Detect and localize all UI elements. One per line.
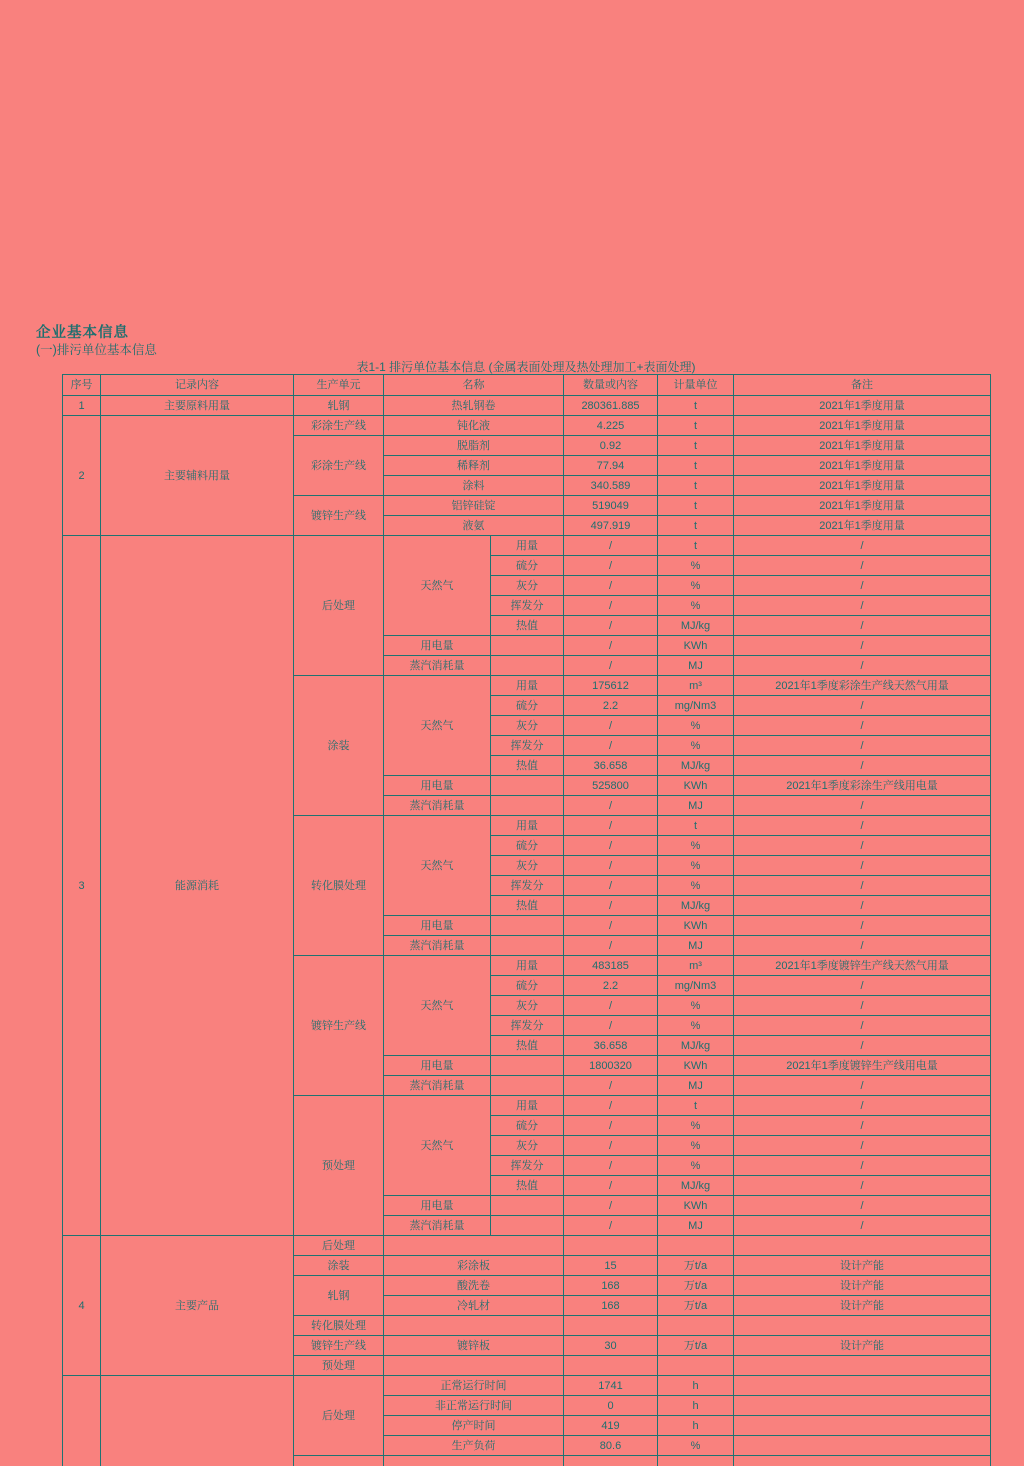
- table-cell: 天然气: [384, 536, 491, 636]
- table-cell: %: [658, 996, 734, 1016]
- table-cell: t: [658, 436, 734, 456]
- table-cell: mg/Nm3: [658, 976, 734, 996]
- table-cell: t: [658, 456, 734, 476]
- table-cell: 生产负荷: [384, 1436, 564, 1456]
- table-cell: /: [564, 936, 658, 956]
- table-cell: 0.92: [564, 436, 658, 456]
- table-cell: 挥发分: [491, 1016, 564, 1036]
- table-cell: m³: [658, 676, 734, 696]
- table-cell: 2: [63, 416, 101, 536]
- table-cell: 168: [564, 1296, 658, 1316]
- table-cell: /: [564, 636, 658, 656]
- table-cell: [101, 1376, 294, 1466]
- table-cell: 用电量: [384, 1196, 491, 1216]
- table-cell: KWh: [658, 1196, 734, 1216]
- table-cell: 1800320: [564, 1056, 658, 1076]
- table-cell: 硫分: [491, 836, 564, 856]
- table-cell: [491, 636, 564, 656]
- table-cell: h: [658, 1416, 734, 1436]
- table-cell: [658, 1356, 734, 1376]
- table-cell: /: [564, 736, 658, 756]
- table-caption: 表1-1 排污单位基本信息 (金属表面处理及热处理加工+表面处理): [62, 358, 990, 375]
- table-cell: 2021年1季度用量: [734, 496, 991, 516]
- table-cell: 轧钢: [294, 1276, 384, 1316]
- column-header: 记录内容: [101, 375, 294, 396]
- table-cell: /: [564, 576, 658, 596]
- table-row: [63, 1376, 991, 1396]
- table-cell: 用电量: [384, 916, 491, 936]
- table-cell: 0: [564, 1396, 658, 1416]
- table-cell: MJ: [658, 1076, 734, 1096]
- table-cell: 天然气: [384, 676, 491, 776]
- table-cell: [491, 656, 564, 676]
- table-cell: /: [734, 1016, 991, 1036]
- table-cell: %: [658, 716, 734, 736]
- table-cell: MJ/kg: [658, 896, 734, 916]
- table-cell: /: [564, 1176, 658, 1196]
- table-cell: t: [658, 496, 734, 516]
- table-cell: %: [658, 576, 734, 596]
- table-cell: t: [658, 396, 734, 416]
- table-cell: 4.225: [564, 416, 658, 436]
- table-cell: 冷轧材: [384, 1296, 564, 1316]
- table-cell: 设计产能: [734, 1256, 991, 1276]
- table-cell: MJ: [658, 656, 734, 676]
- table-cell: 1741: [564, 1376, 658, 1396]
- table-cell: 镀锌生产线: [294, 956, 384, 1096]
- table-cell: 热值: [491, 1176, 564, 1196]
- table-row: [63, 1236, 991, 1256]
- table-cell: 用量: [491, 816, 564, 836]
- table-cell: /: [734, 1136, 991, 1156]
- table-cell: 用电量: [384, 776, 491, 796]
- table-cell: %: [658, 836, 734, 856]
- table-cell: /: [564, 1196, 658, 1216]
- table-cell: 万t/a: [658, 1276, 734, 1296]
- table-cell: /: [564, 896, 658, 916]
- table-cell: /: [734, 656, 991, 676]
- table-cell: 419: [564, 1416, 658, 1436]
- table-cell: [491, 916, 564, 936]
- table-cell: 2021年1季度用量: [734, 516, 991, 536]
- basic-info-table: [62, 374, 991, 1466]
- table-cell: 2021年1季度用量: [734, 396, 991, 416]
- table-cell: [658, 1236, 734, 1256]
- table-cell: 后处理: [294, 1376, 384, 1456]
- table-cell: /: [734, 1096, 991, 1116]
- table-cell: /: [734, 1076, 991, 1096]
- table-cell: 灰分: [491, 856, 564, 876]
- table-cell: %: [658, 1436, 734, 1456]
- table-cell: t: [658, 416, 734, 436]
- table-cell: 用量: [491, 676, 564, 696]
- table-row: [63, 396, 991, 416]
- table-cell: 钝化液: [384, 416, 564, 436]
- table-cell: 天然气: [384, 816, 491, 916]
- table-cell: [491, 936, 564, 956]
- table-cell: /: [734, 576, 991, 596]
- table-cell: 涂装: [294, 676, 384, 816]
- column-header: 备注: [734, 375, 991, 396]
- table-cell: /: [564, 616, 658, 636]
- table-cell: 万t/a: [658, 1296, 734, 1316]
- table-cell: /: [564, 1116, 658, 1136]
- column-header: 序号: [63, 375, 101, 396]
- table-cell: 镀锌板: [384, 1336, 564, 1356]
- table-cell: 灰分: [491, 996, 564, 1016]
- table-cell: 483185: [564, 956, 658, 976]
- table-cell: KWh: [658, 636, 734, 656]
- table-cell: 主要产品: [101, 1236, 294, 1376]
- table-cell: /: [564, 996, 658, 1016]
- table-cell: 硫分: [491, 556, 564, 576]
- table-cell: /: [564, 836, 658, 856]
- table-cell: /: [734, 976, 991, 996]
- table-cell: 酸洗卷: [384, 1276, 564, 1296]
- table-cell: [734, 1416, 991, 1436]
- table-cell: 2021年1季度用量: [734, 416, 991, 436]
- table-cell: 2021年1季度镀锌生产线用电量: [734, 1056, 991, 1076]
- table-cell: /: [734, 556, 991, 576]
- table-cell: 后处理: [294, 536, 384, 676]
- table-cell: [491, 776, 564, 796]
- table-cell: /: [734, 596, 991, 616]
- table-cell: /: [734, 896, 991, 916]
- table-cell: MJ/kg: [658, 756, 734, 776]
- table-cell: 2021年1季度用量: [734, 476, 991, 496]
- table-cell: /: [564, 1076, 658, 1096]
- table-cell: [491, 796, 564, 816]
- table-cell: 设计产能: [734, 1336, 991, 1356]
- table-cell: 80.6: [564, 1436, 658, 1456]
- table-cell: /: [734, 536, 991, 556]
- table-cell: %: [658, 876, 734, 896]
- table-cell: 硫分: [491, 1116, 564, 1136]
- table-cell: /: [564, 856, 658, 876]
- table-cell: [734, 1356, 991, 1376]
- table-cell: 用电量: [384, 1056, 491, 1076]
- table-cell: /: [734, 1196, 991, 1216]
- table-cell: [734, 1436, 991, 1456]
- table-cell: %: [658, 1136, 734, 1156]
- table-cell: /: [564, 916, 658, 936]
- table-cell: 热值: [491, 1036, 564, 1056]
- table-cell: 蒸汽消耗量: [384, 1076, 491, 1096]
- table-cell: /: [734, 936, 991, 956]
- table-cell: /: [734, 996, 991, 1016]
- subsection-heading: (一)排污单位基本信息: [36, 340, 157, 358]
- table-cell: 蒸汽消耗量: [384, 796, 491, 816]
- table-cell: 预处理: [294, 1356, 384, 1376]
- table-cell: 彩涂生产线: [294, 416, 384, 436]
- table-cell: 挥发分: [491, 596, 564, 616]
- table-cell: [564, 1356, 658, 1376]
- column-header: 计量单位: [658, 375, 734, 396]
- table-cell: 280361.885: [564, 396, 658, 416]
- table-cell: 天然气: [384, 1096, 491, 1196]
- table-cell: [384, 1236, 564, 1256]
- table-cell: 2.2: [564, 696, 658, 716]
- table-cell: 用量: [491, 956, 564, 976]
- table-cell: /: [734, 616, 991, 636]
- table-cell: 灰分: [491, 576, 564, 596]
- table-row: [63, 416, 991, 436]
- table-cell: 用量: [491, 1096, 564, 1116]
- table-cell: /: [564, 716, 658, 736]
- table-cell: KWh: [658, 1056, 734, 1076]
- table-cell: 挥发分: [491, 736, 564, 756]
- table-cell: 镀锌生产线: [294, 496, 384, 536]
- table-cell: /: [734, 796, 991, 816]
- table-cell: 2.2: [564, 976, 658, 996]
- table-cell: 主要原料用量: [101, 396, 294, 416]
- table-cell: 脱脂剂: [384, 436, 564, 456]
- table-cell: MJ: [658, 796, 734, 816]
- table-cell: [564, 1316, 658, 1336]
- table-cell: 硫分: [491, 976, 564, 996]
- table-cell: 2021年1季度用量: [734, 436, 991, 456]
- table-cell: [734, 1316, 991, 1336]
- table-cell: 519049: [564, 496, 658, 516]
- table-cell: 设计产能: [734, 1296, 991, 1316]
- table-cell: 168: [564, 1276, 658, 1296]
- table-cell: /: [734, 696, 991, 716]
- table-cell: 彩涂生产线: [294, 436, 384, 496]
- table-cell: /: [564, 1136, 658, 1156]
- table-cell: 转化膜处理: [294, 816, 384, 956]
- table-cell: /: [734, 736, 991, 756]
- table-cell: %: [658, 1156, 734, 1176]
- table-cell: /: [734, 876, 991, 896]
- table-cell: %: [658, 556, 734, 576]
- table-cell: 灰分: [491, 1136, 564, 1156]
- table-cell: t: [658, 816, 734, 836]
- table-cell: mg/Nm3: [658, 696, 734, 716]
- table-cell: [564, 1456, 658, 1466]
- table-cell: [491, 1056, 564, 1076]
- table-cell: 3: [63, 536, 101, 1236]
- table-cell: 497.919: [564, 516, 658, 536]
- table-cell: MJ/kg: [658, 1176, 734, 1196]
- table-cell: h: [658, 1396, 734, 1416]
- table-cell: [491, 1216, 564, 1236]
- table-cell: 预处理: [294, 1096, 384, 1236]
- table-cell: 热值: [491, 896, 564, 916]
- table-cell: [734, 1376, 991, 1396]
- table-cell: 2021年1季度镀锌生产线天然气用量: [734, 956, 991, 976]
- table-cell: 热值: [491, 616, 564, 636]
- table-cell: 2021年1季度用量: [734, 456, 991, 476]
- table-cell: 非正常运行时间: [384, 1396, 564, 1416]
- table-cell: MJ/kg: [658, 616, 734, 636]
- table-cell: /: [564, 1096, 658, 1116]
- table-cell: h: [658, 1376, 734, 1396]
- table-cell: 525800: [564, 776, 658, 796]
- table-cell: [658, 1316, 734, 1336]
- table-cell: 正常运行时间: [384, 1376, 564, 1396]
- table-cell: %: [658, 1016, 734, 1036]
- table-cell: [491, 1076, 564, 1096]
- table-cell: [734, 1396, 991, 1416]
- table-cell: 液氨: [384, 516, 564, 536]
- table-cell: 热值: [491, 756, 564, 776]
- column-header: 数量或内容: [564, 375, 658, 396]
- table-cell: /: [564, 816, 658, 836]
- table-cell: m³: [658, 956, 734, 976]
- table-cell: [734, 1236, 991, 1256]
- table-body: [63, 375, 991, 1466]
- table-cell: [564, 1236, 658, 1256]
- table-cell: /: [734, 916, 991, 936]
- table-cell: 4: [63, 1236, 101, 1376]
- table-cell: /: [564, 1156, 658, 1176]
- table-cell: 后处理: [294, 1236, 384, 1256]
- table-cell: 蒸汽消耗量: [384, 656, 491, 676]
- table-cell: [294, 1456, 384, 1466]
- table-cell: 36.658: [564, 1036, 658, 1056]
- table-cell: 蒸汽消耗量: [384, 1216, 491, 1236]
- table-cell: 转化膜处理: [294, 1316, 384, 1336]
- table-cell: 175612: [564, 676, 658, 696]
- table-cell: /: [734, 856, 991, 876]
- table-cell: 轧钢: [294, 396, 384, 416]
- table-cell: 36.658: [564, 756, 658, 776]
- table-cell: 硫分: [491, 696, 564, 716]
- table-cell: [734, 1456, 991, 1466]
- table-cell: 稀释剂: [384, 456, 564, 476]
- table-cell: t: [658, 1096, 734, 1116]
- table-cell: 停产时间: [384, 1416, 564, 1436]
- table-cell: 设计产能: [734, 1276, 991, 1296]
- table-cell: 2021年1季度彩涂生产线天然气用量: [734, 676, 991, 696]
- table-cell: %: [658, 856, 734, 876]
- table-cell: 灰分: [491, 716, 564, 736]
- table-cell: %: [658, 596, 734, 616]
- page-title: 企业基本信息: [36, 321, 129, 342]
- table-cell: /: [734, 716, 991, 736]
- table-cell: 铝锌硅锭: [384, 496, 564, 516]
- table-cell: /: [734, 756, 991, 776]
- table-cell: /: [564, 1016, 658, 1036]
- table-cell: MJ/kg: [658, 1036, 734, 1056]
- table-cell: 77.94: [564, 456, 658, 476]
- table-cell: 挥发分: [491, 876, 564, 896]
- table-cell: KWh: [658, 776, 734, 796]
- table-cell: [63, 1376, 101, 1466]
- table-cell: /: [734, 636, 991, 656]
- table-cell: [384, 1356, 564, 1376]
- table-cell: 涂装: [294, 1256, 384, 1276]
- table-cell: 1: [63, 396, 101, 416]
- table-cell: 15: [564, 1256, 658, 1276]
- table-cell: 天然气: [384, 956, 491, 1056]
- table-cell: KWh: [658, 916, 734, 936]
- table-cell: t: [658, 476, 734, 496]
- table-cell: /: [564, 596, 658, 616]
- table-cell: MJ: [658, 1216, 734, 1236]
- table-cell: %: [658, 736, 734, 756]
- table-cell: 万t/a: [658, 1336, 734, 1356]
- table-cell: 彩涂板: [384, 1256, 564, 1276]
- table-cell: t: [658, 536, 734, 556]
- table-cell: 蒸汽消耗量: [384, 936, 491, 956]
- table-cell: 挥发分: [491, 1156, 564, 1176]
- table-cell: 能源消耗: [101, 536, 294, 1236]
- table-cell: /: [734, 836, 991, 856]
- table-cell: 用电量: [384, 636, 491, 656]
- table-cell: /: [734, 1176, 991, 1196]
- table-cell: 热轧钢卷: [384, 396, 564, 416]
- column-header: 名称: [384, 375, 564, 396]
- table-cell: /: [564, 796, 658, 816]
- table-cell: 镀锌生产线: [294, 1336, 384, 1356]
- table-cell: 340.589: [564, 476, 658, 496]
- table-header-row: [63, 375, 991, 396]
- table-cell: /: [564, 556, 658, 576]
- table-cell: /: [734, 1156, 991, 1176]
- table-cell: MJ: [658, 936, 734, 956]
- table-cell: /: [564, 536, 658, 556]
- table-cell: /: [564, 1216, 658, 1236]
- table-cell: %: [658, 1116, 734, 1136]
- table-cell: 30: [564, 1336, 658, 1356]
- table-cell: /: [564, 656, 658, 676]
- table-cell: [384, 1316, 564, 1336]
- table-cell: 2021年1季度彩涂生产线用电量: [734, 776, 991, 796]
- table-cell: [658, 1456, 734, 1466]
- table-cell: t: [658, 516, 734, 536]
- table-cell: /: [734, 1116, 991, 1136]
- table-cell: [491, 1196, 564, 1216]
- table-cell: /: [734, 816, 991, 836]
- table-cell: 主要辅料用量: [101, 416, 294, 536]
- table-cell: /: [564, 876, 658, 896]
- table-cell: 万t/a: [658, 1256, 734, 1276]
- table-cell: /: [734, 1036, 991, 1056]
- table-cell: 用量: [491, 536, 564, 556]
- table-cell: /: [734, 1216, 991, 1236]
- table-cell: 涂料: [384, 476, 564, 496]
- table-row: [63, 536, 991, 556]
- table-cell: [384, 1456, 564, 1466]
- column-header: 生产单元: [294, 375, 384, 396]
